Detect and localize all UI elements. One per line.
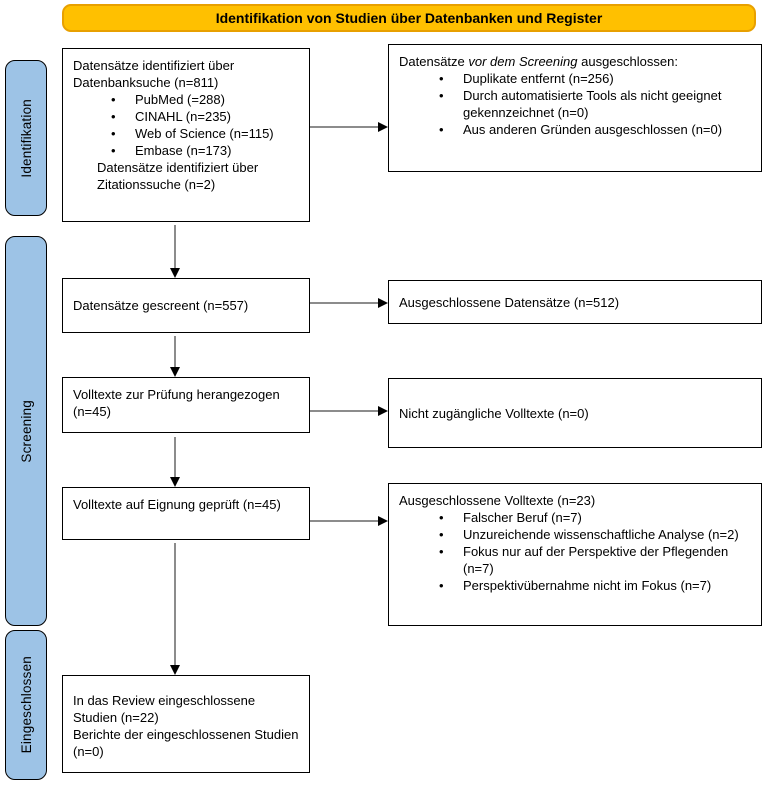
stage-eingeschlossen	[5, 630, 47, 780]
arrow-screened-to-retrieved-icon	[174, 336, 176, 367]
title-post: ausgeschlossen:	[577, 54, 678, 69]
box-fulltexts-assessed	[62, 487, 310, 540]
fulltexts-assessed-text: Volltexte auf Eignung geprüft (n=45)	[73, 497, 281, 512]
bullet-icon: •	[111, 143, 116, 158]
arrow-assessed-to-included-icon	[174, 543, 176, 665]
fulltexts-not-accessible-text: Nicht zugängliche Volltexte (n=0)	[399, 405, 589, 421]
bullet-icon: •	[439, 527, 444, 542]
list-item	[73, 142, 299, 159]
excluded-before-screening-list	[399, 70, 751, 138]
list-item	[73, 91, 299, 108]
bullet-icon: •	[111, 92, 116, 107]
reason-automated-tools: Durch automatisierte Tools als nicht geeignet gekennzeichnet (n=0)	[463, 88, 722, 120]
box-records-excluded	[388, 280, 762, 324]
list-item	[73, 125, 299, 142]
source-embase: Embase (n=173)	[135, 143, 232, 158]
fulltexts-excluded-title: Ausgeschlossene Volltexte (n=23)	[399, 493, 596, 508]
studies-included-line1: In das Review eingeschlossene Studien (n=22)	[73, 693, 256, 725]
box-studies-included	[62, 675, 310, 773]
reason-perspective-taking: Perspektivübernahme nicht im Fokus (n=7)	[463, 578, 712, 593]
source-web-of-science: Web of Science (n=115)	[135, 126, 274, 141]
list-item	[399, 577, 751, 594]
excluded-before-screening-title	[399, 53, 751, 70]
list-item	[399, 121, 751, 138]
bullet-icon: •	[439, 544, 444, 559]
banner-label: Identifikation von Studien über Datenbanken und Register	[215, 10, 603, 26]
source-cinahl: CINAHL (n=235)	[135, 109, 231, 124]
bullet-icon: •	[439, 578, 444, 593]
stage-screening	[5, 236, 47, 626]
box-fulltexts-retrieved	[62, 377, 310, 433]
reason-insufficient-analysis: Unzureichende wissenschaftliche Analyse (n=2)	[463, 527, 739, 542]
records-identified-line1: Datensätze identifiziert über Datenbanksuche (n=811)	[73, 58, 235, 90]
arrow-identified-to-screened-icon	[174, 225, 176, 268]
arrow-identified-to-excluded-icon	[310, 126, 378, 128]
list-item	[399, 70, 751, 87]
fulltexts-excluded-list	[399, 509, 751, 594]
records-screened-text: Datensätze gescreent (n=557)	[73, 298, 249, 313]
bullet-icon: •	[439, 71, 444, 86]
bullet-icon: •	[111, 109, 116, 124]
box-fulltexts-excluded	[388, 483, 762, 626]
title-pre: Datensätze	[399, 54, 469, 69]
fulltexts-retrieved-text: Volltexte zur Prüfung herangezogen (n=45)	[73, 387, 280, 419]
box-records-identified	[62, 48, 310, 222]
arrow-retrieved-to-assessed-icon	[174, 437, 176, 477]
bullet-icon: •	[439, 122, 444, 137]
reason-focus-caregivers: Fokus nur auf der Perspektive der Pflegenden (n=7)	[463, 544, 729, 576]
records-excluded-text: Ausgeschlossene Datensätze (n=512)	[399, 294, 620, 310]
source-pubmed: PubMed (=288)	[135, 92, 225, 107]
box-fulltexts-not-accessible	[388, 378, 762, 448]
records-identified-citation-line: Datensätze identifiziert über Zitationssuche (n=2)	[97, 160, 259, 192]
box-excluded-before-screening	[388, 44, 762, 172]
bullet-icon: •	[439, 510, 444, 525]
arrow-retrieved-to-not-accessible-icon	[310, 410, 378, 412]
reason-wrong-profession: Falscher Beruf (n=7)	[463, 510, 582, 525]
bullet-icon: •	[439, 88, 444, 103]
banner-identification-of-studies	[62, 4, 756, 32]
list-item	[399, 526, 751, 543]
bullet-icon: •	[111, 126, 116, 141]
box-records-screened	[62, 278, 310, 333]
arrow-screened-to-excluded-icon	[310, 302, 378, 304]
stage-screening-label: Screening	[18, 399, 34, 463]
list-item	[399, 543, 751, 577]
records-identified-sources-list	[73, 91, 299, 159]
reason-duplicates: Duplikate entfernt (n=256)	[463, 71, 614, 86]
studies-included-line2: Berichte der eingeschlossenen Studien (n=0)	[73, 727, 299, 759]
arrow-assessed-to-excluded-icon	[310, 520, 378, 522]
stage-identifikation-label: Identifikation	[18, 98, 34, 178]
list-item	[399, 87, 751, 121]
title-italic: vor dem Screening	[468, 54, 578, 69]
stage-identifikation	[5, 60, 47, 216]
stage-eingeschlossen-label: Eingeschlossen	[18, 656, 34, 754]
list-item	[73, 108, 299, 125]
list-item	[399, 509, 751, 526]
reason-other: Aus anderen Gründen ausgeschlossen (n=0)	[463, 122, 723, 137]
